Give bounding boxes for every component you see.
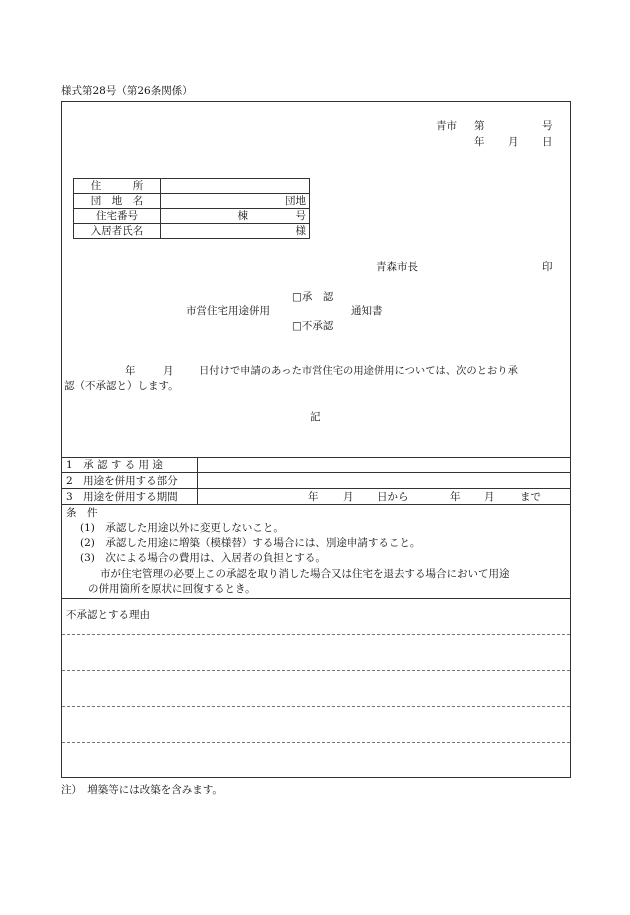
condition-3-detail-1: 市が住宅管理の必要上この承認を取り消した場合又は住宅を退去する場合において用途: [100, 568, 510, 580]
condition-3-detail-2: の併用箇所を原状に回復するとき。: [88, 583, 256, 595]
title-left: 市営住宅用途併用: [186, 305, 270, 317]
divider: [61, 488, 571, 489]
table-row: [74, 224, 310, 239]
condition-3: (3) 次による場合の費用は、入居者の負担とする。: [80, 552, 326, 564]
header-day: 日: [542, 136, 553, 148]
resident-name-value[interactable]: 様: [161, 224, 310, 239]
divider: [61, 598, 571, 599]
header-dai: 第: [474, 120, 485, 132]
header-go: 号: [542, 120, 553, 132]
house-number-label: 住宅番号: [74, 209, 161, 224]
reason-line[interactable]: [62, 634, 570, 635]
divider: [61, 504, 571, 505]
form-number: 様式第28号（第26条関係）: [61, 85, 193, 97]
divider: [61, 457, 571, 458]
resident-table: [73, 178, 310, 239]
reject-checkbox[interactable]: □不承認: [292, 320, 334, 332]
number-unit: 号: [295, 210, 306, 222]
footnote: 注） 増築等には改築を含みます。: [61, 784, 223, 796]
header-month: 月: [508, 136, 519, 148]
table-row: [74, 194, 310, 209]
table-row: [74, 209, 310, 224]
table-row: [74, 179, 310, 194]
column-divider: [197, 457, 198, 504]
condition-2: (2) 承認した用途に増築（模様替）する場合には、別途申請すること。: [80, 537, 421, 549]
resident-name-label: 入居者氏名: [74, 224, 161, 239]
body-year: 年: [125, 365, 136, 377]
reason-line[interactable]: [62, 742, 570, 743]
estate-label: 団 地 名: [74, 194, 161, 209]
period-until: まで: [520, 491, 541, 503]
house-number-value[interactable]: [161, 209, 310, 224]
header-year: 年: [474, 136, 485, 148]
address-label: 住 所: [74, 179, 161, 194]
item-1-label: 1 承 認 す る 用 途: [66, 459, 163, 471]
approve-checkbox[interactable]: □承 認: [292, 291, 334, 303]
divider: [61, 472, 571, 473]
seal-mark: 印: [542, 261, 553, 273]
issuer-title: 青森市長: [376, 261, 418, 273]
title-right: 通知書: [351, 305, 383, 317]
reason-line[interactable]: [62, 670, 570, 671]
body-line-2: 認（不承認と）します。: [64, 380, 179, 392]
reject-reason-label: 不承認とする理由: [66, 609, 150, 621]
period-year-1: 年: [308, 491, 319, 503]
period-month-2: 月: [484, 491, 495, 503]
reason-line[interactable]: [62, 706, 570, 707]
period-year-2: 年: [450, 491, 461, 503]
header-city: 青市: [436, 120, 457, 132]
address-value[interactable]: [161, 179, 310, 194]
body-month: 月: [163, 365, 174, 377]
period-month-1: 月: [343, 491, 354, 503]
estate-value[interactable]: 団地: [161, 194, 310, 209]
conditions-heading: 条 件: [66, 507, 98, 519]
item-2-label: 2 用途を併用する部分: [66, 475, 178, 487]
ki-label: 記: [310, 411, 321, 423]
item-3-label: 3 用途を併用する期間: [66, 491, 178, 503]
condition-1: (1) 承認した用途以外に変更しないこと。: [80, 522, 284, 534]
body-line-1: 日付けで申請のあった市営住宅の用途併用については、次のとおり承: [199, 365, 518, 377]
period-from: 日から: [377, 491, 409, 503]
building-unit: 棟: [237, 210, 248, 222]
